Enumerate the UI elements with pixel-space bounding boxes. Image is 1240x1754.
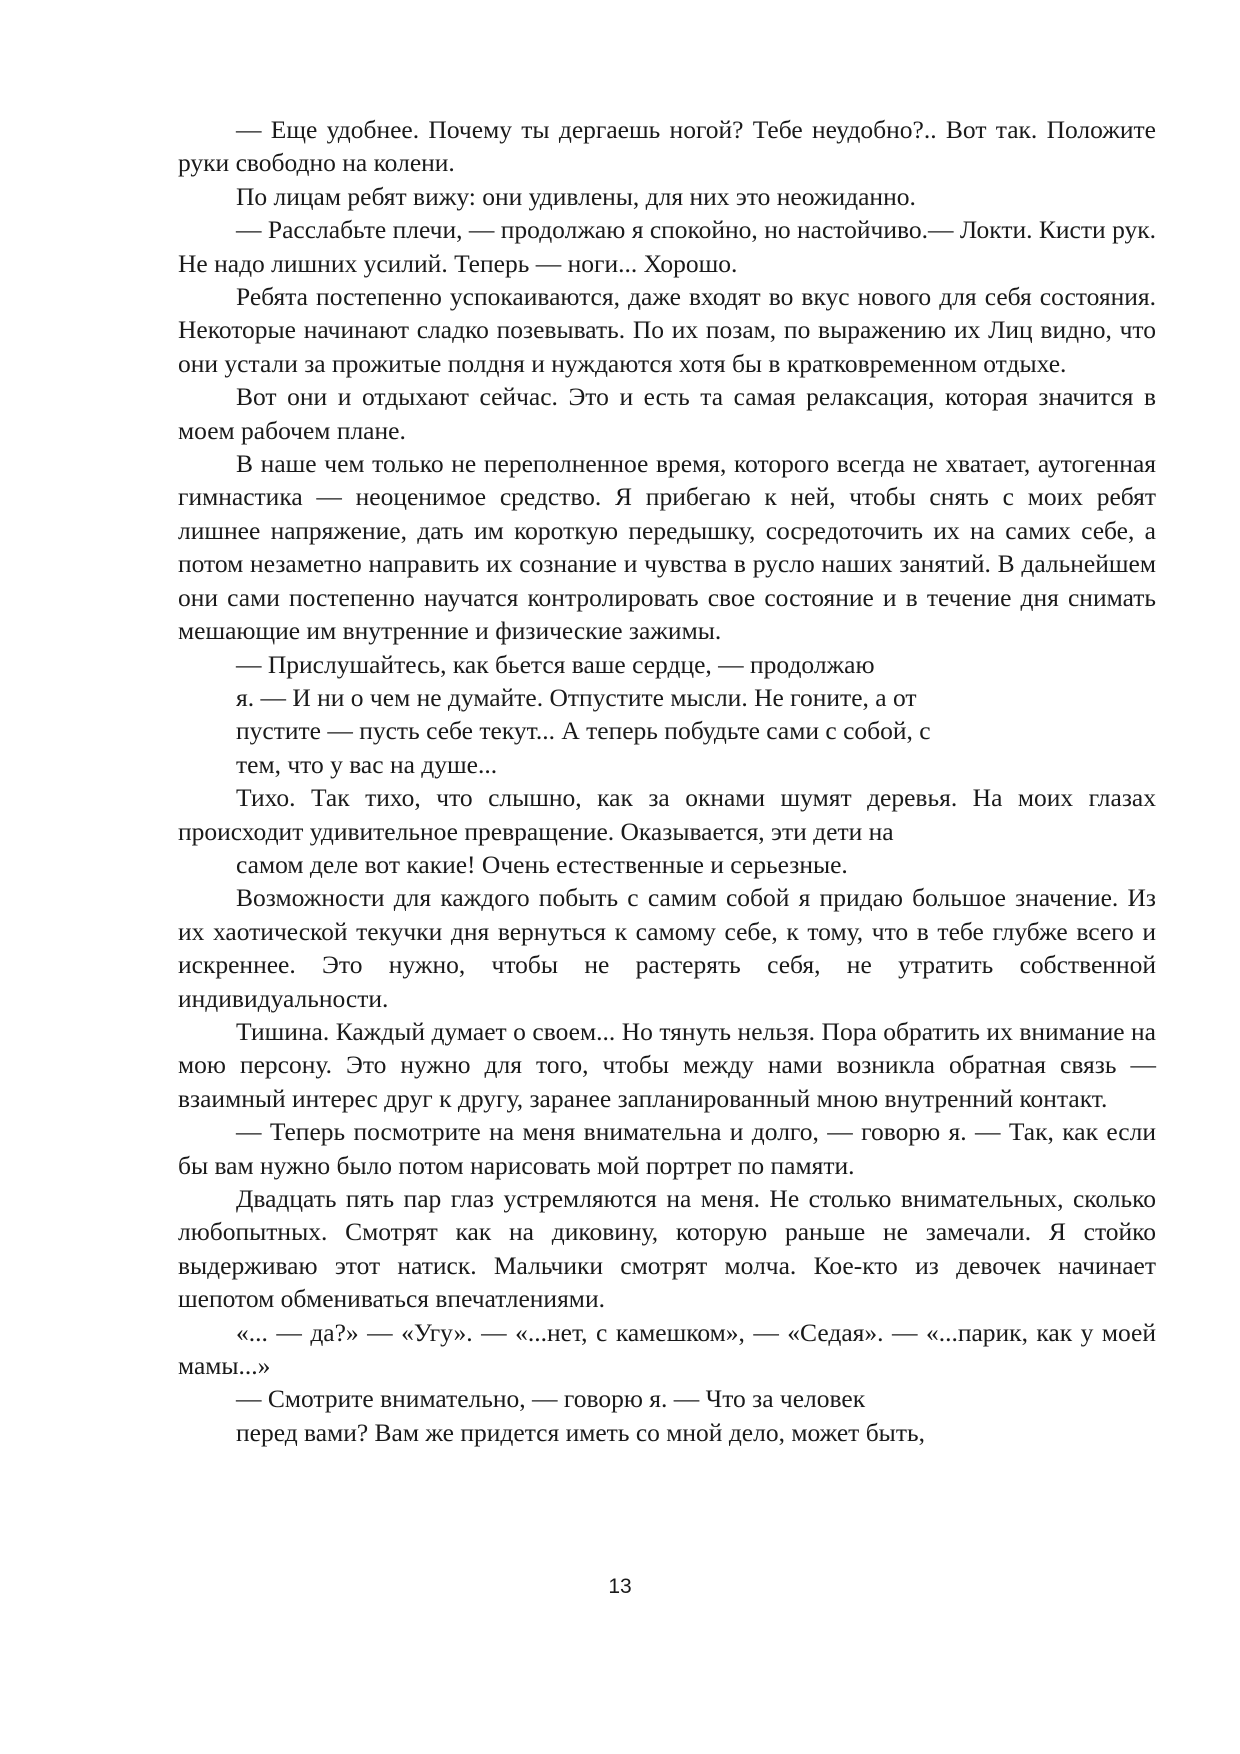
page-number: 13 (608, 1575, 632, 1598)
paragraph-10: Двадцать пять пар глаз устремляются на меня. Не столько внимательных, сколько любопытных. Смотрят как на диковину, которую раньше не замечали. Я стойко выдерживаю этот натиск. Мальчики смотрят молча. Кое-кто из девочек начинает шепотом обмениваться впечатлениями. (178, 1184, 1156, 1314)
paragraph-3: — Расслабьте плечи, — продолжаю я спокойно, но настойчиво.— Локти. Кисти рук. Не надо лишних усилий. Теперь — ноги... Хорошо. (178, 215, 1156, 278)
paragraph-quiet-continuation: самом деле вот какие! Очень естественные и серьезные. (236, 849, 848, 879)
listen-line-4: тем, что у вас на душе... (236, 749, 498, 779)
listen-line-1: — Прислушайтесь, как бьется ваше сердце, — продолжаю (236, 649, 875, 679)
final-line-2: перед вами? Вам же придется иметь со мной дело, может быть, (236, 1417, 925, 1447)
final-line-1: — Смотрите внимательно, — говорю я. — Что за человек (236, 1384, 866, 1414)
paragraph-6: В наше чем только не переполненное время, которого всегда не хватает, аутогенная гимнастика — неоценимое средство. Я прибегаю к ней, чтобы снять с моих ребят лишнее напряжение, дать им короткую передышку, сосредоточить их на самих себе, а потом незаметно направить их сознание и чувства в русло наших занятий. В дальнейшем они сами постепенно научатся контролировать свое состояние и в течение дня снимать мешающие им внутренние и физические зажимы. (178, 449, 1156, 646)
listen-line-3: пустите — пусть себе текут... А теперь побудьте сами с собой, с (236, 716, 931, 746)
paragraph-5: Вот они и отдыхают сейчас. Это и есть та самая релаксация, которая значится в моем рабочем плане. (178, 382, 1156, 445)
paragraph-8: Тишина. Каждый думает о своем... Но тянуть нельзя. Пора обратить их внимание на мою персону. Это нужно для того, чтобы между нами возникла обратная связь — взаимный интерес друг к другу, заранее запланированный мною внутренний контакт. (178, 1016, 1156, 1113)
listen-line-2: я. — И ни о чем не думайте. Отпустите мысли. Не гоните, а от (236, 682, 917, 712)
paragraph-7: Возможности для каждого побыть с самим собой я придаю большое значение. Из их хаотической текучки дня вернуться к самому себе, к тому, что в тебе глубже всего и искреннее. Это нужно, чтобы не растерять себя, не утратить собственной индивидуальности. (178, 883, 1156, 1013)
body-text (178, 113, 1156, 1449)
paragraph-1: — Еще удобнее. Почему ты дергаешь ногой? Тебе неудобно?.. Вот так. Положите руки свободно на колени. (178, 115, 1156, 178)
paragraph-2: По лицам ребят вижу: они удивлены, для них это неожиданно. (236, 181, 916, 211)
paragraph-11: «... — да?» — «Угу». — «...нет, с камешком», — «Седая». — «...парик, как у моей мамы...» (178, 1317, 1156, 1381)
paragraph-quiet: Тихо. Так тихо, что слышно, как за окнами шумят деревья. На моих глазах происходит удивительное превращение. Оказывается, эти дети на (178, 783, 1156, 846)
paragraph-4: Ребята постепенно успокаиваются, даже входят во вкус нового для себя состояния. Некоторые начинают сладко позевывать. По их позам, по выражению их Лиц видно, что они устали за прожитые полдня и нуждаются хотя бы в кратковременном отдыхе. (178, 282, 1156, 378)
paragraph-9: — Теперь посмотрите на меня внимательна и долго, — говорю я. — Так, как если бы вам нужно было потом нарисовать мой портрет по памяти. (178, 1117, 1156, 1180)
